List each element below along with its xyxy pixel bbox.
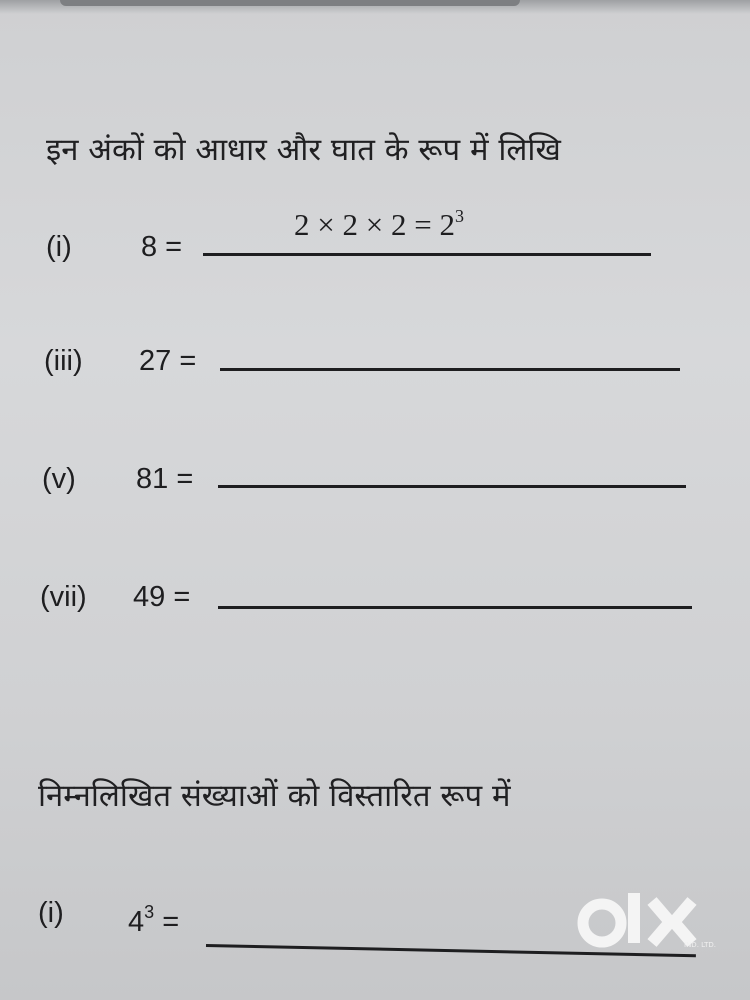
section1-heading: इन अंकों को आधार और घात के रूप में लिखि	[46, 132, 561, 168]
item-number: (i)	[46, 231, 72, 263]
section2-heading: निम्नलिखित संख्याओं को विस्तारित रूप में	[38, 778, 511, 814]
watermark-mark: IND. LTD.	[684, 941, 716, 949]
answer-blank-line[interactable]	[220, 368, 680, 371]
item-expression: $4^3$ =	[128, 902, 180, 938]
answer-blank-line[interactable]	[218, 485, 686, 488]
page-edge-shadow	[0, 0, 750, 14]
item-number: (v)	[42, 463, 76, 495]
item-number: (iii)	[44, 345, 83, 377]
item-number: (vii)	[40, 581, 87, 613]
item-number: (i)	[38, 897, 64, 929]
answer-blank-line[interactable]	[203, 253, 651, 256]
item-expression: 27 =	[139, 345, 197, 377]
olx-watermark	[576, 883, 716, 955]
item-expression: 49 =	[133, 581, 191, 613]
item-expression: 8 =	[141, 231, 183, 263]
item-expression: 81 =	[136, 463, 194, 495]
answer-blank-line[interactable]	[218, 606, 692, 609]
handwritten-answer: $2 \times 2 \times 2 = 2^3$	[294, 206, 464, 242]
